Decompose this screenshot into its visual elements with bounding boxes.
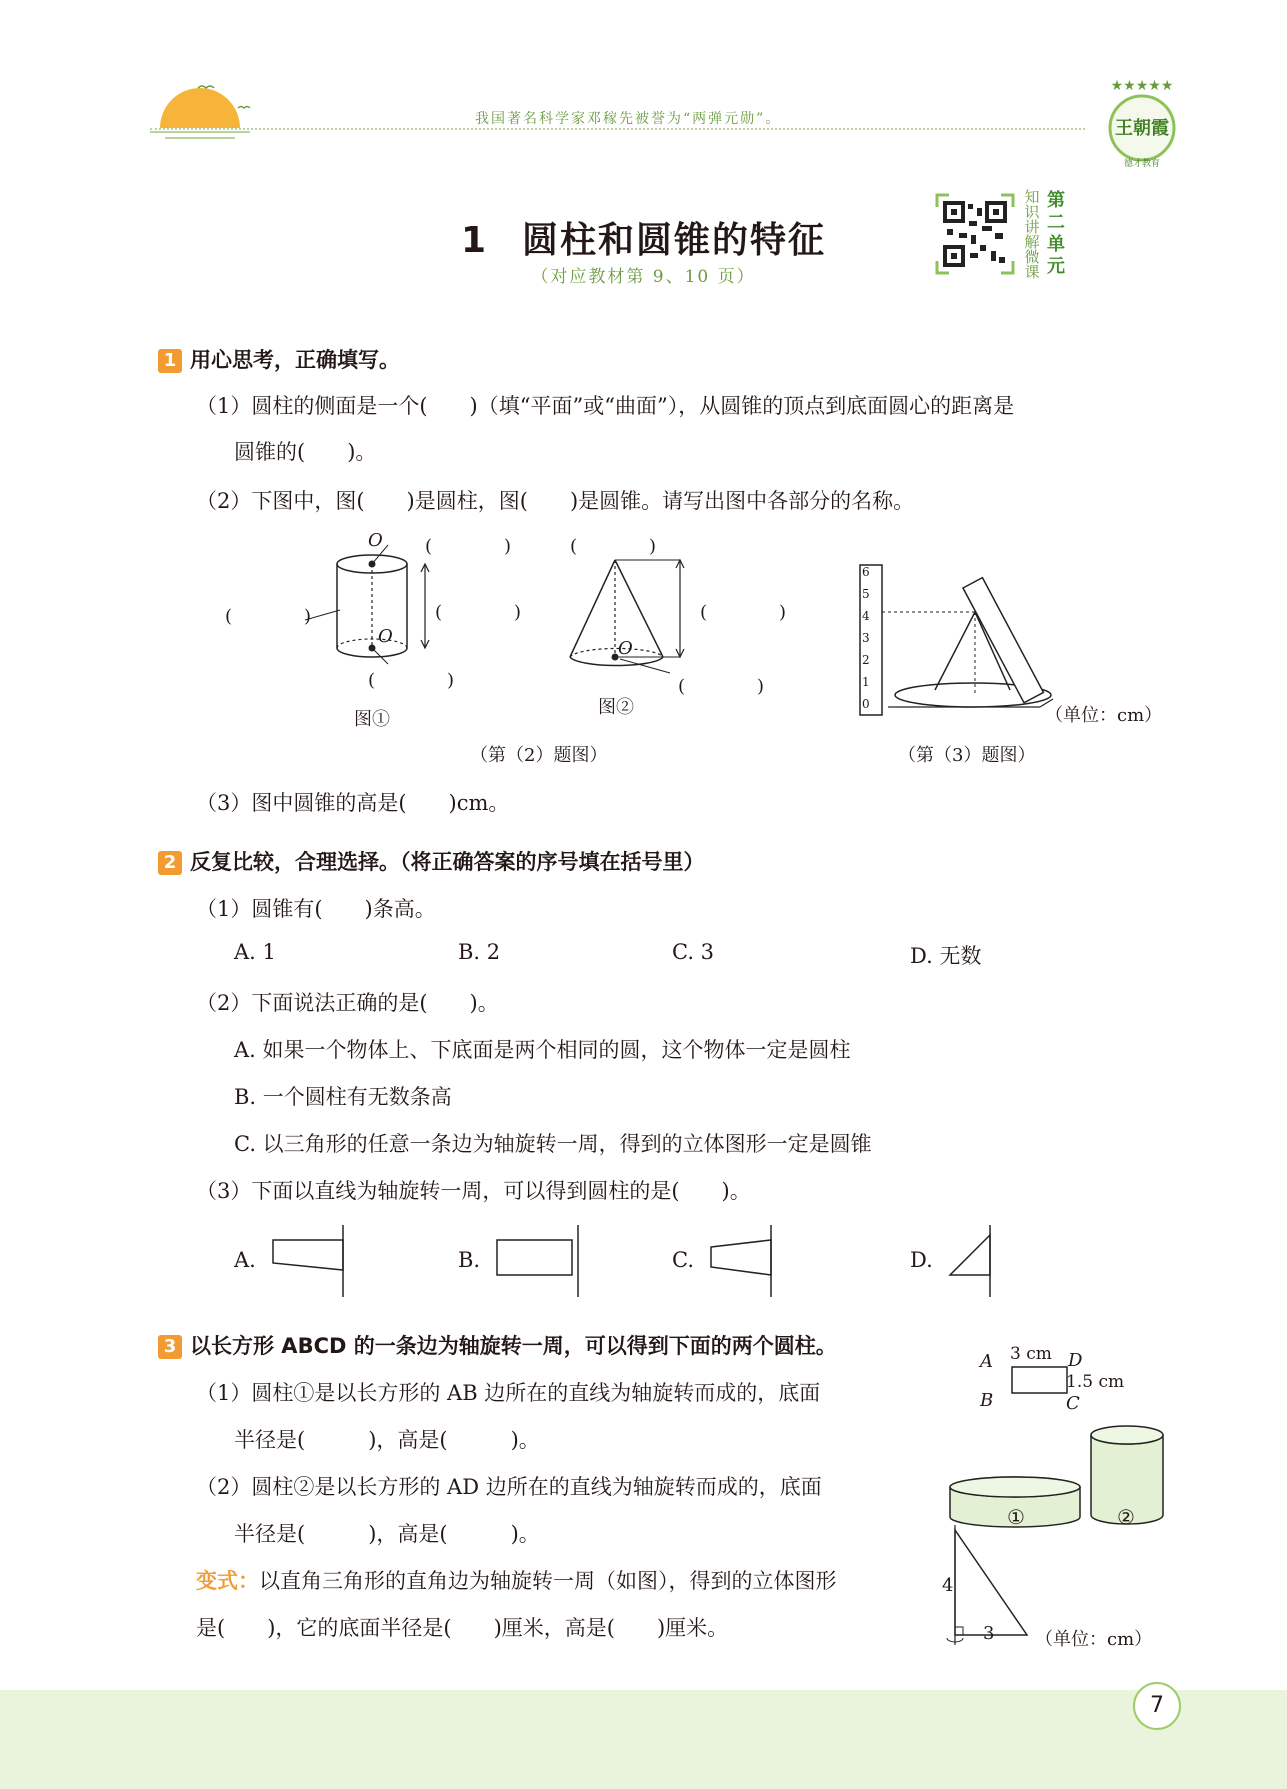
header-dotted-rule	[150, 128, 1085, 130]
triangle-height-label: 4	[942, 1575, 954, 1596]
fig2-caption: 图②	[598, 697, 634, 718]
section-badge: 3	[158, 1335, 182, 1359]
qr-label-char: 解	[1024, 233, 1040, 251]
fig3-unit-label: （单位：cm）	[1045, 705, 1163, 726]
fig1-blank-bottom: ( )	[368, 670, 455, 691]
qr-label-col2	[1046, 190, 1066, 278]
qr-label-col1	[1024, 190, 1040, 280]
option-c-trapezoid-shape	[706, 1225, 786, 1297]
sunset-illustration	[150, 78, 250, 148]
qr-label-char: 单	[1047, 234, 1065, 255]
svg-text:★★★★★: ★★★★★	[1110, 78, 1174, 94]
s1-q1-line2: 圆锥的( )。	[234, 440, 377, 464]
qr-label-char: 微	[1024, 248, 1040, 266]
ruler-tick: 1	[862, 675, 870, 689]
qr-label-char: 讲	[1024, 218, 1040, 236]
ruler-tick: 6	[862, 565, 870, 579]
section-badge: 2	[158, 851, 182, 875]
ruler-tick: 3	[862, 631, 870, 645]
fig1-point-o-bottom: O	[378, 626, 393, 647]
qr-label-char: 二	[1047, 212, 1065, 233]
s2-q1-opt-d: D. 无数	[910, 944, 982, 968]
s2-q2-opt-b: B. 一个圆柱有无数条高	[234, 1085, 452, 1109]
ruler-tick: 4	[862, 609, 870, 623]
rectangle-abcd-figure	[1010, 1365, 1070, 1395]
variant-label: 变式：	[196, 1569, 259, 1593]
rect-label-a: A	[980, 1351, 993, 1372]
ruler-tick: 2	[862, 653, 870, 667]
variant-text: 以直角三角形的直角边为轴旋转一周（如图），得到的立体图形	[259, 1569, 837, 1593]
fig2-blank-height: ( )	[700, 602, 787, 623]
s3-variant-line2: 是( )，它的底面半径是( )厘米，高是( )厘米。	[196, 1616, 729, 1640]
option-a-trapezoid-shape	[268, 1225, 348, 1297]
qr-label-char: 元	[1047, 256, 1065, 277]
s3-q1-line2: 半径是( )，高是( )。	[234, 1428, 540, 1452]
s1-q2: （2）下图中，图( )是圆柱，图( )是圆锥。请写出图中各部分的名称。	[196, 489, 915, 513]
s3-variant-line1	[196, 1565, 837, 1595]
qr-label-char: 知	[1024, 188, 1040, 206]
fig2-point-o: O	[618, 638, 633, 659]
s2-q2-opt-c: C. 以三角形的任意一条边为轴旋转一周，得到的立体图形一定是圆锥	[234, 1132, 872, 1156]
fig1-blank-height: ( )	[435, 602, 522, 623]
s3-q1-line1: （1）圆柱①是以长方形的 AB 边所在的直线为轴旋转而成的，底面	[196, 1381, 821, 1405]
s2-q3-opt-a: A.	[234, 1248, 256, 1272]
publisher-logo	[1085, 78, 1200, 170]
lesson-number: 1	[460, 220, 489, 261]
section-heading-text: 以长方形 ABCD 的一条边为轴旋转一周，可以得到下面的两个圆柱。	[190, 1334, 837, 1358]
lesson-title: 圆柱和圆锥的特征	[522, 220, 827, 261]
qr-label-char: 第	[1047, 190, 1065, 211]
footer-band	[0, 1690, 1287, 1789]
right-triangle-figure	[945, 1525, 1045, 1650]
group3-caption: （第（3）题图）	[898, 745, 1036, 766]
s3-q2-line1: （2）圆柱②是以长方形的 AD 边所在的直线为轴旋转而成的，底面	[196, 1475, 822, 1499]
fig1-caption: 图①	[354, 709, 390, 730]
rect-height-label: 1.5 cm	[1066, 1372, 1125, 1392]
fig1-blank-top: ( )	[425, 536, 512, 557]
page-title	[0, 212, 1287, 266]
logo-subtext: 德才教育	[1123, 159, 1161, 169]
s2-q1-opt-a: A. 1	[234, 940, 276, 964]
rect-label-d: D	[1068, 1350, 1083, 1371]
logo-text: 王朝霞	[1115, 118, 1169, 139]
s1-q3: （3）图中圆锥的高是( )cm。	[196, 791, 510, 815]
ruler-tick: 5	[862, 587, 870, 601]
triangle-unit-label: （单位：cm）	[1035, 1629, 1153, 1650]
qr-label-char: 课	[1024, 263, 1040, 281]
s2-q2-opt-a: A. 如果一个物体上、下底面是两个相同的圆，这个物体一定是圆柱	[234, 1038, 851, 1062]
s2-q3-opt-d: D.	[910, 1248, 933, 1272]
s2-q3-opt-b: B.	[458, 1248, 481, 1272]
page-subtitle: （对应教材第 9、10 页）	[531, 267, 756, 287]
page-number: 7	[1133, 1682, 1181, 1730]
s2-q1-opt-c: C. 3	[672, 940, 715, 964]
section-badge: 1	[158, 349, 182, 373]
section-heading-text: 用心思考，正确填写。	[190, 348, 400, 372]
option-b-rectangle-shape	[493, 1225, 583, 1297]
s2-q3: （3）下面以直线为轴旋转一周，可以得到圆柱的是( )。	[196, 1179, 751, 1203]
section-1-heading	[158, 344, 400, 374]
group2-caption: （第（2）题图）	[470, 745, 608, 766]
rect-label-c: C	[1066, 1393, 1080, 1414]
s3-q2-line2: 半径是( )，高是( )。	[234, 1522, 540, 1546]
fig2-blank-top: ( )	[570, 536, 657, 557]
cylinder-1-label: ①	[1007, 1505, 1025, 1529]
s2-q1-opt-b: B. 2	[458, 940, 501, 964]
option-d-triangle-shape	[945, 1225, 1005, 1297]
figure-3-ruler-cone	[855, 560, 1055, 725]
s2-q3-opt-c: C.	[672, 1248, 694, 1272]
rect-label-b: B	[980, 1390, 994, 1411]
ruler-tick: 0	[862, 697, 870, 711]
rect-width-label: 3 cm	[1010, 1344, 1052, 1364]
cylinder-2-label: ②	[1117, 1505, 1135, 1529]
qr-label-char: 识	[1024, 203, 1040, 221]
section-3-heading	[158, 1330, 837, 1360]
section-2-heading	[158, 846, 705, 876]
qr-code-icon[interactable]	[935, 193, 1015, 275]
s2-q1: （1）圆锥有( )条高。	[196, 897, 436, 921]
s2-q2: （2）下面说法正确的是( )。	[196, 991, 499, 1015]
fig1-point-o-top: O	[368, 530, 383, 551]
fig1-blank-side: ( )	[225, 606, 312, 627]
fig2-blank-radius: ( )	[678, 676, 765, 697]
s1-q1-line1: （1）圆柱的侧面是一个( )（填“平面”或“曲面”），从圆锥的顶点到底面圆心的距离是	[196, 394, 1015, 418]
header-quote: 我国著名科学家邓稼先被誉为“两弹元勋”。	[475, 111, 782, 127]
section-heading-text: 反复比较，合理选择。（将正确答案的序号填在括号里）	[190, 850, 705, 874]
triangle-base-label: 3	[983, 1623, 995, 1644]
